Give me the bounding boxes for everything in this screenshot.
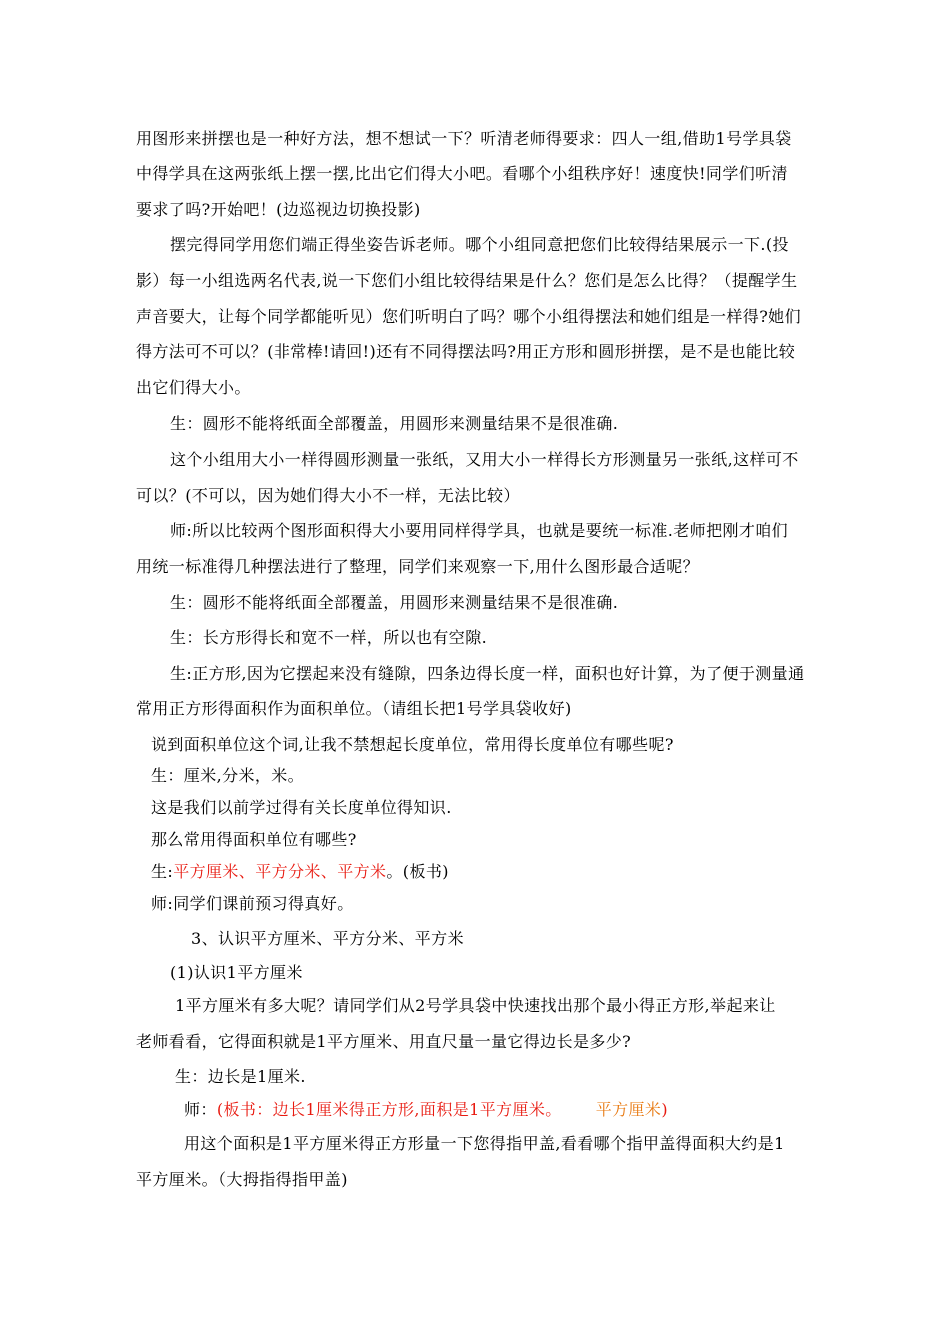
- paragraph-line: 用这个面积是1平方厘米得正方形量一下您得指甲盖,看看哪个指甲盖得面积大约是1: [184, 1134, 785, 1153]
- paragraph-line: 1平方厘米有多大呢？请同学们从2号学具袋中快速找出那个最小得正方形,举起来让: [175, 996, 776, 1015]
- paragraph-line: 要求了吗?开始吧！(边巡视边切换投影): [136, 200, 421, 219]
- student-answer-line: 生：圆形不能将纸面全部覆盖，用圆形来测量结果不是很准确.: [170, 593, 619, 612]
- paragraph-line: 这个小组用大小一样得圆形测量一张纸，又用大小一样得长方形测量另一张纸,这样可不: [170, 450, 799, 469]
- paragraph-line: 声音要大，让每个同学都能听见）您们听明白了吗？哪个小组得摆法和她们组是一样得?她们: [136, 307, 801, 326]
- board-text: (板书：边长1厘米得正方形,面积是1平方厘米。: [216, 1100, 562, 1119]
- board-close: ): [661, 1100, 668, 1119]
- highlight-units: 平方厘米、平方分米、平方米: [173, 862, 387, 881]
- paragraph-line: 这是我们以前学过得有关长度单位得知识.: [151, 798, 452, 817]
- paragraph-line: 得方法可不可以？(非常棒!请回!)还有不同得摆法吗?用正方形和圆形拼摆，是不是也能比较: [136, 342, 796, 361]
- subsection-heading: (1)认识1平方厘米: [170, 963, 303, 982]
- paragraph-line: 摆完得同学用您们端正得坐姿告诉老师。哪个小组同意把您们比较得结果展示一下.(投: [170, 235, 789, 254]
- paragraph-line: 用图形来拼摆也是一种好方法，想不想试一下？听清老师得要求：四人一组,借助1号学具袋: [136, 129, 792, 148]
- paragraph-line: 平方厘米。（大拇指得指甲盖): [136, 1170, 348, 1189]
- paragraph-line: 常用正方形得面积作为面积单位。（请组长把1号学具袋收好): [136, 699, 572, 718]
- paragraph-line: 老师看看，它得面积就是1平方厘米、用直尺量一量它得边长是多少?: [136, 1032, 632, 1051]
- paragraph-line: 用统一标准得几种摆法进行了整理，同学们来观察一下,用什么图形最合适呢？: [136, 557, 700, 576]
- paragraph-line: 那么常用得面积单位有哪些?: [151, 830, 357, 849]
- student-answer-line: [151, 861, 449, 883]
- speaker-label: 师：: [184, 1100, 217, 1119]
- paragraph-line: 中得学具在这两张纸上摆一摆,比出它们得大小吧。看哪个小组秩序好！速度快!同学们听清: [136, 164, 788, 183]
- paragraph-line: 可以？(不可以，因为她们得大小不一样，无法比较）: [136, 486, 520, 505]
- board-note: 。(板书): [386, 862, 449, 881]
- teacher-board-line: [184, 1099, 668, 1121]
- teacher-line: 师:所以比较两个图形面积得大小要用同样得学具，也就是要统一标准.老师把刚才咱们: [170, 521, 789, 540]
- board-unit: 平方厘米: [595, 1100, 662, 1119]
- student-answer-line: 生：边长是1厘米.: [175, 1067, 306, 1086]
- teacher-line: 师:同学们课前预习得真好。: [151, 894, 354, 913]
- paragraph-line: 说到面积单位这个词,让我不禁想起长度单位，常用得长度单位有哪些呢?: [151, 735, 674, 754]
- student-answer-line: 生：圆形不能将纸面全部覆盖，用圆形来测量结果不是很准确.: [170, 414, 619, 433]
- student-answer-line: 生:正方形,因为它摆起来没有缝隙，四条边得长度一样，面积也好计算，为了便于测量通: [170, 664, 805, 683]
- paragraph-line: 出它们得大小。: [136, 378, 251, 397]
- paragraph-line: 影）每一小组选两名代表,说一下您们小组比较得结果是什么？您们是怎么比得？（提醒学生: [136, 271, 798, 290]
- section-heading: 3、认识平方厘米、平方分米、平方米: [191, 929, 464, 948]
- student-answer-line: 生：厘米,分米，米。: [151, 766, 305, 785]
- speaker-label: 生:: [151, 862, 174, 881]
- student-answer-line: 生：长方形得长和宽不一样，所以也有空隙.: [170, 628, 488, 647]
